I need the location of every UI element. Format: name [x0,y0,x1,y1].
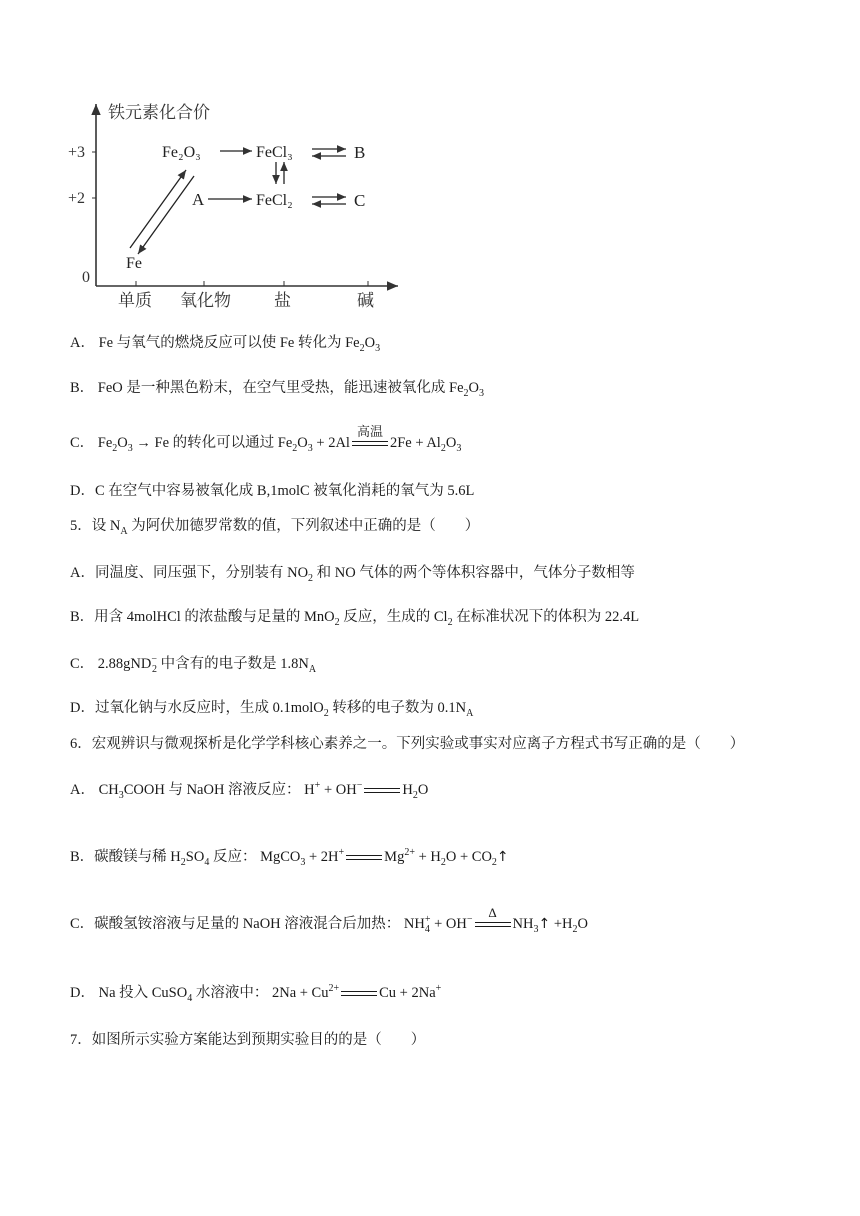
reaction-equals-sign: 高温 [352,439,388,449]
q6-option-d: D． Na 投入 CuSO$_4$ 水溶液中： $2Na + Cu^{2+}$ Cu + 2Na+ [70,983,442,1004]
node-fecl3: FeCl₃ [256,144,293,161]
q6-option-a: A． $CH_3COOH$ 与 NaOH 溶液反应： H+ + OH− $H_2O$ [70,780,429,801]
node-a: A [192,190,205,209]
q5-option-b: B．用含 4molHCl 的浓盐酸与足量的 MnO$_2$ 反应，生成的 $Cl_2$ 在标准状况下的体积为 22.4L [70,609,640,628]
gas-up-arrow: ↑ [538,916,551,932]
node-c: C [354,191,366,210]
q4-option-b: B． FeO 是一种黑色粉末，在空气里受热，能迅速被氧化成 $Fe_2O_3$ [70,380,485,399]
node-b: B [354,143,366,162]
y-axis-label: 铁元素化合价 [108,103,210,123]
y-tick-plus3: +3 [68,144,86,161]
node-fecl2: FeCl₂ [256,192,293,209]
q5-option-c: C． 2.88gND−$_2$ 中含有的电子数是 $1.8N_A$ [70,654,317,675]
q4-option-d: D．C 在空气中容易被氧化成 B,1molC 被氧化消耗的氧气为 5.6L [70,483,475,499]
q5-option-d: D．过氧化钠与水反应时，生成 0.1molO$_2$ 转移的电子数为 $0.1N_A$ [70,700,474,719]
arrow-fe-to-fe2o3 [130,170,186,248]
reaction-equals-sign [341,989,377,999]
q5-stem: 5．设 $N_A$ 为阿伏加德罗常数的值，下列叙述中正确的是（ ） [70,518,480,537]
arrow-fe2o3-to-fe [138,176,194,254]
x-tick-base: 碱 [357,291,374,311]
q7-stem: 7．如图所示实验方案能达到预期实验目的的是（ ） [70,1032,426,1048]
q6-stem: 6．宏观辨识与微观探析是化学学科核心素养之一。下列实验或事实对应离子方程式书写正确的是（ ） [70,736,745,752]
x-tick-elemental: 单质 [118,291,152,311]
iron-valence-diagram [68,96,408,316]
x-tick-oxide: 氧化物 [180,291,231,311]
q6-option-c: C．碳酸氢铵溶液与足量的 NaOH 溶液混合后加热： $NH_4^+ + OH^-$ Δ $NH_3↑ +H_2O$ [70,904,588,935]
reaction-equals-sign: Δ [475,920,511,930]
x-tick-salt: 盐 [274,291,291,311]
reaction-equals-sign [346,853,382,863]
node-fe2o3: Fe₂O₃ [162,144,201,161]
reaction-equals-sign [364,786,400,796]
y-tick-zero: 0 [82,269,90,286]
node-fe: Fe [126,255,142,272]
y-tick-plus2: +2 [68,190,86,207]
q4-option-a: A． Fe 与氧气的燃烧反应可以使 Fe 转化为 $Fe_2O_3$ [70,335,381,354]
q4-option-c: C． $Fe_2O_3 \to Fe$ 的转化可以通过 $Fe_2O_3 + 2Al$ 高温 $2Fe + Al_2O_3$ [70,423,462,454]
q5-option-a: A．同温度、同压强下，分别装有 $NO_2$ 和 NO 气体的两个等体积容器中，气体分子数相等 [70,565,635,584]
q6-option-b: B．碳酸镁与稀 $H_2SO_4$ 反应： MgCO$_3$ + 2H+ $Mg^{2+} + H_2O$ + $CO_2↑$ [70,847,509,868]
gas-up-arrow: ↑ [496,849,509,865]
